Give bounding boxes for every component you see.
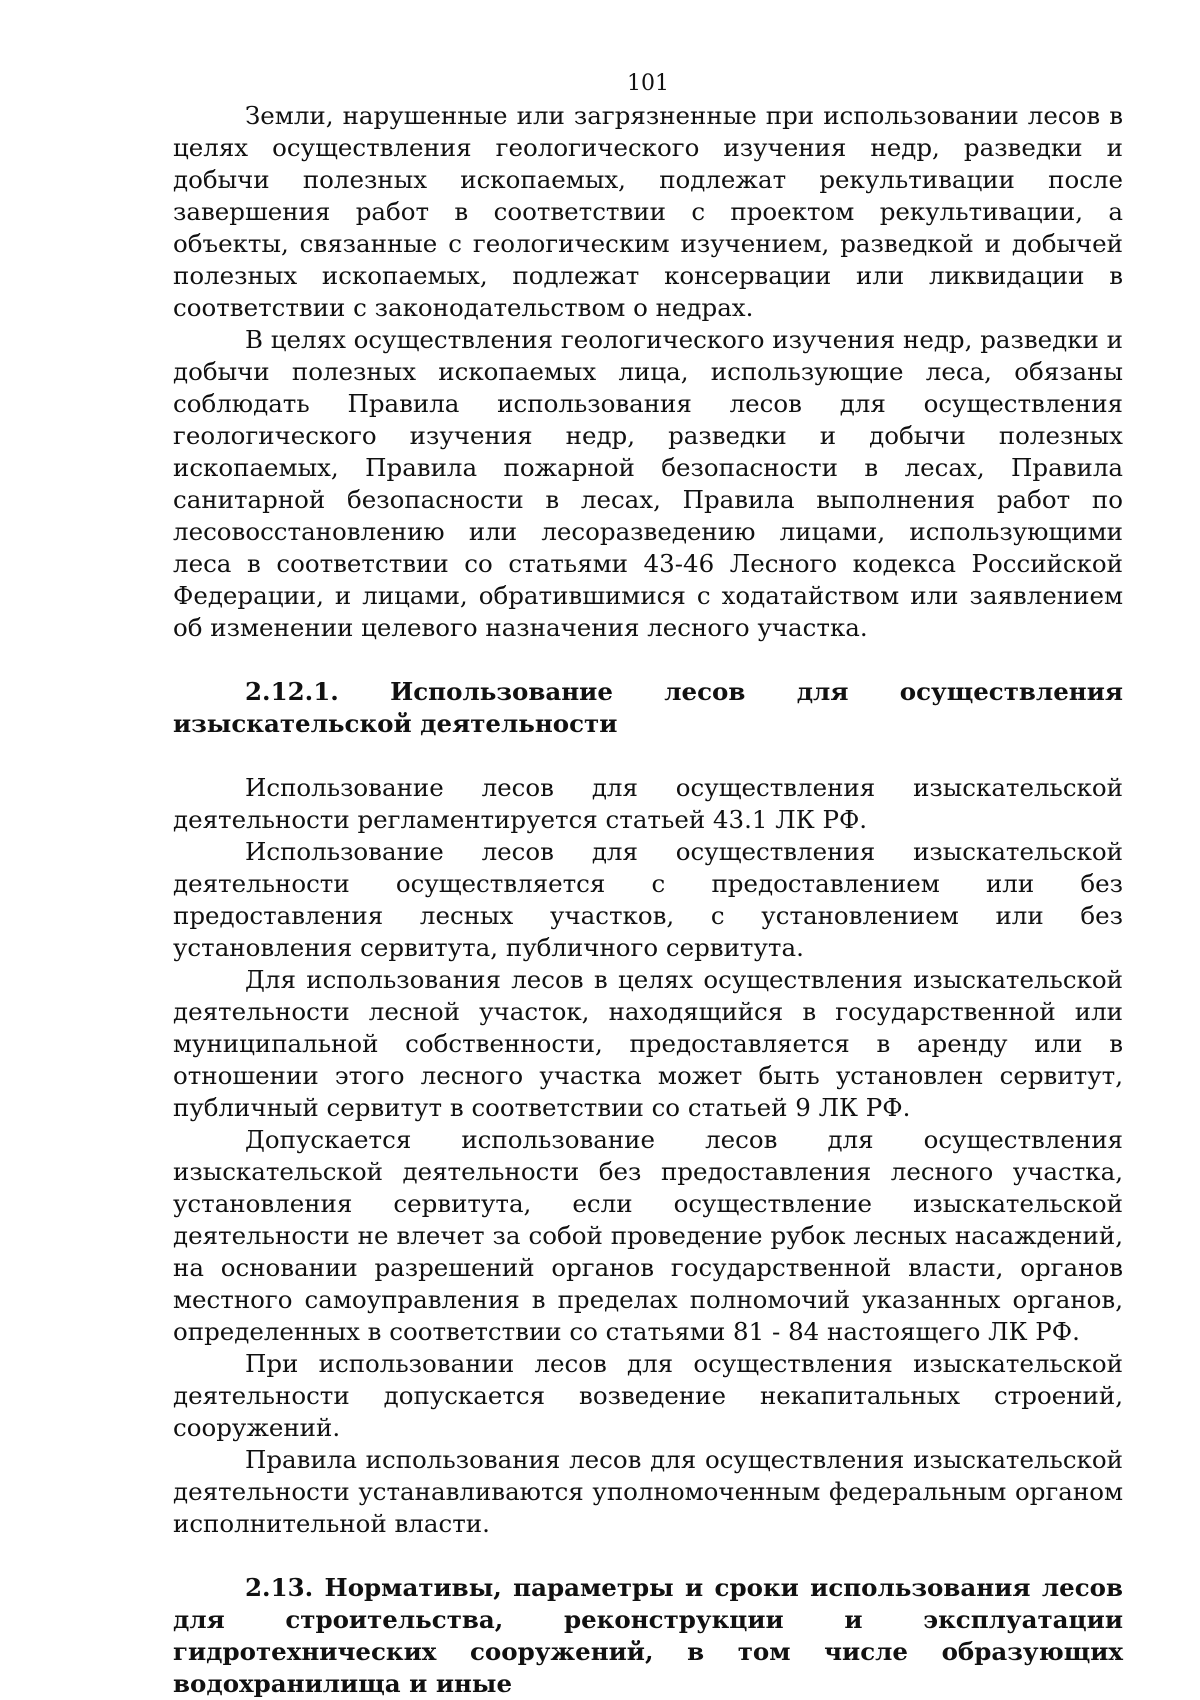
paragraph-lease: Для использования лесов в целях осуществления изыскательской деятельности лесной участок, находящийся в государственной или муниципальной собственности, предоставляется в аренду или в отношении этого лесного участка может быть установлен сервитут, публичный сервитут в соответствии со статьей 9 ЛК РФ. [173,965,1123,1122]
paragraph-provision: Использование лесов для осуществления изыскательской деятельности осуществляется с предоставлением или без предоставления лесных участков, с установлением или без установления сервитута, публичного сервитута. [173,837,1123,962]
section-heading-2-13: 2.13. Нормативы, параметры и сроки использования лесов для строительства, реконструкции и эксплуатации гидротехнических сооружений, в том числе образующих водохранилища и иные [173,1573,1123,1698]
paragraph-without-plot: Допускается использование лесов для осуществления изыскательской деятельности без предоставления лесного участка, установления сервитута, если осуществление изыскательской деятельности не влечет за собой проведение рубок лесных насаждений, на основании разрешений органов государственной власти, органов местного самоуправления в пределах полномочий указанных органов, определенных в соответствии со статьями 81 - 84 настоящего ЛК РФ. [173,1125,1123,1346]
section-heading-2-12-1: 2.12.1. Использование лесов для осуществления изыскательской деятельности [173,677,1123,738]
paragraph-reclamation: Земли, нарушенные или загрязненные при использовании лесов в целях осуществления геологического изучения недр, разведки и добычи полезных ископаемых, подлежат рекультивации после завершения работ в соответствии с проектом рекультивации, а объекты, связанные с геологическим изучением, разведкой и добычей полезных ископаемых, подлежат консервации или ликвидации в соответствии с законодательством о недрах. [173,101,1123,322]
section-body-2-12-1 [173,772,1123,1540]
paragraph-regulation: Использование лесов для осуществления изыскательской деятельности регламентируется статьей 43.1 ЛК РФ. [173,773,1123,834]
page-number: 101 [627,71,669,96]
paragraph-temporary-structures: При использовании лесов для осуществления изыскательской деятельности допускается возведение некапитальных строений, сооружений. [173,1349,1123,1442]
document-page [173,70,1123,1700]
paragraph-geological-rules: В целях осуществления геологического изучения недр, разведки и добычи полезных ископаемых лица, использующие леса, обязаны соблюдать Правила использования лесов для осуществления геологического изучения недр, разведки и добычи полезных ископаемых, Правила пожарной безопасности в лесах, Правила санитарной безопасности в лесах, Правила выполнения работ по лесовосстановлению или лесоразведению лицами, использующими леса в соответствии со статьями 43-46 Лесного кодекса Российской Федерации, и лицами, обратившимися с ходатайством или заявлением об изменении целевого назначения лесного участка. [173,325,1123,642]
paragraph-rules-authority: Правила использования лесов для осуществления изыскательской деятельности устанавливаются уполномоченным федеральным органом исполнительной власти. [173,1445,1123,1538]
